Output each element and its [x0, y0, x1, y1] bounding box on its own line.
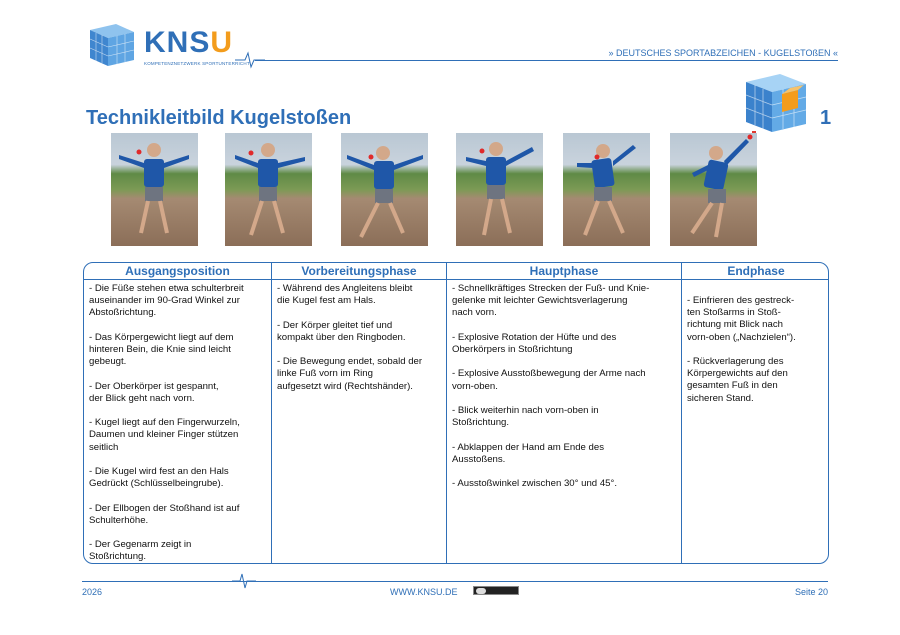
- column-ausgangsposition: [84, 263, 272, 563]
- list-item: - Ausstoßwinkel zwischen 30° und 45°.: [452, 478, 617, 490]
- technique-photo-5: [563, 133, 650, 246]
- list-item: - Der Oberkörper ist gespannt, der Blick geht nach vorn.: [89, 380, 219, 404]
- footer-year: 2026: [82, 587, 103, 597]
- column-body: [447, 280, 681, 490]
- list-item: - Der Körper gleitet tief und kompakt über den Ringboden.: [277, 319, 406, 343]
- technique-photo-6: [670, 133, 757, 246]
- column-endphase: [682, 263, 829, 563]
- header-tagline: » DEUTSCHES SPORTABZEICHEN - KUGELSTOßEN «: [608, 48, 838, 58]
- column-heading: Ausgangsposition: [84, 263, 271, 280]
- list-item: - Schnellkräftiges Strecken der Fuß- und Knie- gelenke mit leichter Gewichtsverlagerung nach vorn.: [452, 283, 650, 319]
- technique-table: [83, 262, 829, 564]
- footer-website-link[interactable]: WWW.KNSU.DE: [390, 587, 458, 597]
- column-heading: Vorbereitungsphase: [272, 263, 446, 280]
- list-item: - Die Füße stehen etwa schulterbreit auseinander im 90-Grad Winkel zur Abstoßrichtung.: [89, 283, 244, 319]
- creative-commons-badge-icon: [473, 586, 519, 595]
- list-item: - Die Bewegung endet, sobald der linke Fuß vorn im Ring aufgesetzt wird (Rechtshänder).: [277, 356, 423, 392]
- list-item: - Explosive Ausstoßbewegung der Arme nach vorn-oben.: [452, 368, 646, 392]
- list-item: - Der Gegenarm zeigt in Stoßrichtung.: [89, 539, 192, 563]
- list-item: - Blick weiterhin nach vorn-oben in Stoßrichtung.: [452, 404, 599, 429]
- list-item: - Das Körpergewicht liegt auf dem hinteren Bein, die Knie sind leicht gebeugt.: [89, 331, 234, 368]
- page-title: Technikleitbild Kugelstoßen: [86, 107, 352, 129]
- list-item: - Rückverlagerung des Körpergewichts auf den gesamten Fuß in den sicheren Stand.: [687, 356, 788, 404]
- list-item: - Explosive Rotation der Hüfte und des Oberkörpers in Stoßrichtung: [452, 331, 617, 355]
- list-item: - Der Ellbogen der Stoßhand ist auf Schulterhöhe.: [89, 502, 240, 526]
- logo-wordmark: KNSU: [144, 26, 234, 59]
- technique-photo-2: [225, 133, 312, 246]
- list-item: - Während des Angleitens bleibt die Kugel fest am Hals.: [277, 283, 413, 307]
- footer-divider: [82, 581, 828, 582]
- technique-photo-3: [341, 133, 428, 246]
- technique-photo-1: [111, 133, 198, 246]
- column-body: [272, 280, 446, 393]
- column-body: [682, 280, 829, 405]
- cube-graphic-icon: [740, 68, 812, 138]
- technique-photo-4: [456, 133, 543, 246]
- column-body: [84, 280, 271, 564]
- logo-subtitle: KOMPETENZNETZWERK SPORTUNTERRICHT: [144, 61, 250, 66]
- list-item: - Kugel liegt auf den Fingerwurzeln, Daumen und kleiner Finger stützen seitlich: [89, 417, 240, 453]
- header-divider: [255, 60, 838, 61]
- column-heading: Hauptphase: [447, 263, 681, 280]
- list-item: - Die Kugel wird fest an den Hals Gedrückt (Schlüsselbeingrube).: [89, 465, 229, 490]
- page-number: 1: [820, 107, 832, 129]
- footer-page-number: Seite 20: [794, 587, 828, 597]
- list-item: - Abklappen der Hand am Ende des Ausstoßens.: [452, 441, 605, 465]
- list-item: - Einfrieren des gestreck- ten Stoßarms in Stoß- richtung mit Blick nach vorn-oben („Nachzielen“).: [687, 295, 796, 343]
- column-hauptphase: [447, 263, 682, 563]
- column-vorbereitungsphase: [272, 263, 447, 563]
- column-heading: Endphase: [682, 263, 829, 280]
- cube-logo-icon: [86, 20, 138, 70]
